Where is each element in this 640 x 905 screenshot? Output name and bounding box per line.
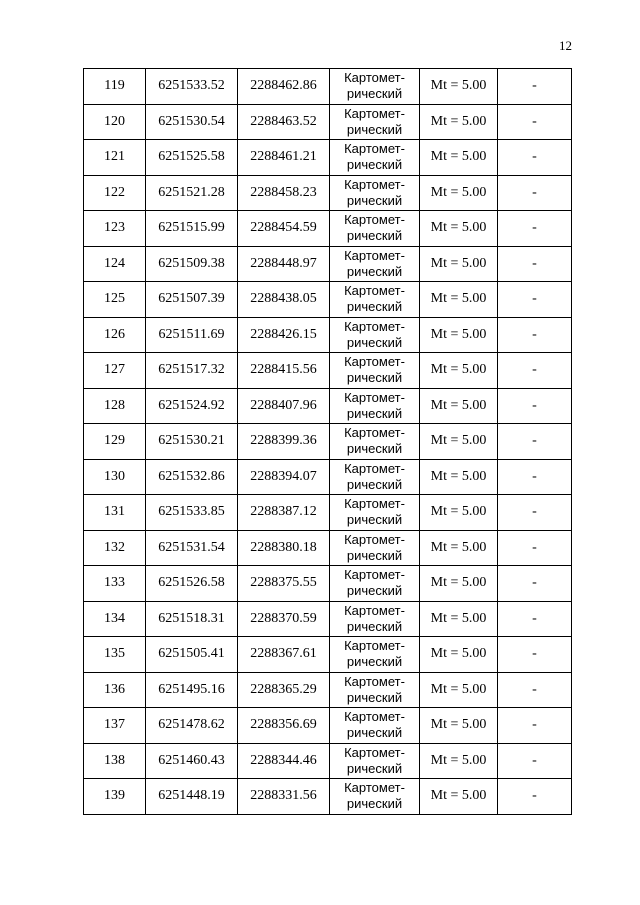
- method-line-2: рический: [346, 618, 403, 634]
- point-number-cell: 122: [84, 175, 146, 211]
- method-text: [344, 461, 405, 493]
- method-cell: [330, 743, 420, 779]
- method-text: [344, 106, 405, 138]
- method-text: [344, 638, 405, 670]
- method-line-1: Картомет-: [344, 567, 405, 583]
- note-cell: -: [498, 388, 572, 424]
- method-text: [344, 603, 405, 635]
- y-coordinate-cell: 2288387.12: [238, 495, 330, 531]
- note-cell: -: [498, 566, 572, 602]
- method-line-2: рический: [346, 370, 403, 386]
- note-cell: -: [498, 672, 572, 708]
- note-cell: -: [498, 104, 572, 140]
- accuracy-cell: Mt = 5.00: [420, 495, 498, 531]
- method-line-2: рический: [346, 725, 403, 741]
- note-cell: -: [498, 495, 572, 531]
- method-line-1: Картомет-: [344, 638, 405, 654]
- method-text: [344, 283, 405, 315]
- accuracy-cell: Mt = 5.00: [420, 140, 498, 176]
- method-cell: [330, 672, 420, 708]
- method-line-2: рический: [346, 583, 403, 599]
- x-coordinate-cell: 6251511.69: [146, 317, 238, 353]
- method-cell: [330, 459, 420, 495]
- method-text: [344, 496, 405, 528]
- method-cell: [330, 69, 420, 105]
- table-row: [84, 69, 572, 105]
- accuracy-cell: Mt = 5.00: [420, 388, 498, 424]
- method-cell: [330, 211, 420, 247]
- method-line-1: Картомет-: [344, 141, 405, 157]
- method-line-2: рический: [346, 405, 403, 421]
- note-cell: -: [498, 530, 572, 566]
- method-line-2: рический: [346, 654, 403, 670]
- point-number-cell: 136: [84, 672, 146, 708]
- point-number-cell: 138: [84, 743, 146, 779]
- method-cell: [330, 282, 420, 318]
- x-coordinate-cell: 6251530.21: [146, 424, 238, 460]
- point-number-cell: 139: [84, 779, 146, 815]
- table-row: [84, 175, 572, 211]
- accuracy-cell: Mt = 5.00: [420, 779, 498, 815]
- table-row: [84, 743, 572, 779]
- table-row: [84, 246, 572, 282]
- note-cell: -: [498, 69, 572, 105]
- accuracy-cell: Mt = 5.00: [420, 175, 498, 211]
- point-number-cell: 125: [84, 282, 146, 318]
- accuracy-cell: Mt = 5.00: [420, 459, 498, 495]
- y-coordinate-cell: 2288462.86: [238, 69, 330, 105]
- table-row: [84, 353, 572, 389]
- method-line-1: Картомет-: [344, 212, 405, 228]
- x-coordinate-cell: 6251524.92: [146, 388, 238, 424]
- method-line-1: Картомет-: [344, 70, 405, 86]
- x-coordinate-cell: 6251460.43: [146, 743, 238, 779]
- method-cell: [330, 175, 420, 211]
- method-line-1: Картомет-: [344, 176, 405, 192]
- page-number: 12: [559, 38, 572, 53]
- point-number-cell: 130: [84, 459, 146, 495]
- accuracy-cell: Mt = 5.00: [420, 672, 498, 708]
- method-line-2: рический: [346, 192, 403, 208]
- point-number-cell: 128: [84, 388, 146, 424]
- method-cell: [330, 495, 420, 531]
- point-number-cell: 132: [84, 530, 146, 566]
- y-coordinate-cell: 2288331.56: [238, 779, 330, 815]
- table-row: [84, 495, 572, 531]
- x-coordinate-cell: 6251507.39: [146, 282, 238, 318]
- method-text: [344, 709, 405, 741]
- accuracy-cell: Mt = 5.00: [420, 743, 498, 779]
- accuracy-cell: Mt = 5.00: [420, 530, 498, 566]
- method-text: [344, 390, 405, 422]
- method-line-1: Картомет-: [344, 673, 405, 689]
- y-coordinate-cell: 2288375.55: [238, 566, 330, 602]
- note-cell: -: [498, 246, 572, 282]
- point-number-cell: 137: [84, 708, 146, 744]
- method-line-1: Картомет-: [344, 496, 405, 512]
- method-line-1: Картомет-: [344, 318, 405, 334]
- table-row: [84, 211, 572, 247]
- table-row: [84, 459, 572, 495]
- method-line-2: рический: [346, 334, 403, 350]
- point-number-cell: 121: [84, 140, 146, 176]
- point-number-cell: 135: [84, 637, 146, 673]
- table-row: [84, 530, 572, 566]
- accuracy-cell: Mt = 5.00: [420, 317, 498, 353]
- accuracy-cell: Mt = 5.00: [420, 246, 498, 282]
- table-row: [84, 566, 572, 602]
- method-text: [344, 177, 405, 209]
- x-coordinate-cell: 6251530.54: [146, 104, 238, 140]
- point-number-cell: 133: [84, 566, 146, 602]
- table-row: [84, 779, 572, 815]
- y-coordinate-cell: 2288394.07: [238, 459, 330, 495]
- note-cell: -: [498, 211, 572, 247]
- method-line-1: Картомет-: [344, 247, 405, 263]
- y-coordinate-cell: 2288365.29: [238, 672, 330, 708]
- point-number-cell: 134: [84, 601, 146, 637]
- y-coordinate-cell: 2288463.52: [238, 104, 330, 140]
- method-line-2: рический: [346, 228, 403, 244]
- method-text: [344, 567, 405, 599]
- coordinates-table: [83, 68, 572, 815]
- method-line-1: Картомет-: [344, 602, 405, 618]
- y-coordinate-cell: 2288454.59: [238, 211, 330, 247]
- x-coordinate-cell: 6251478.62: [146, 708, 238, 744]
- note-cell: -: [498, 282, 572, 318]
- table-row: [84, 317, 572, 353]
- accuracy-cell: Mt = 5.00: [420, 104, 498, 140]
- x-coordinate-cell: 6251515.99: [146, 211, 238, 247]
- method-line-1: Картомет-: [344, 425, 405, 441]
- x-coordinate-cell: 6251505.41: [146, 637, 238, 673]
- x-coordinate-cell: 6251532.86: [146, 459, 238, 495]
- method-line-2: рический: [346, 441, 403, 457]
- method-text: [344, 745, 405, 777]
- note-cell: -: [498, 743, 572, 779]
- accuracy-cell: Mt = 5.00: [420, 637, 498, 673]
- point-number-cell: 131: [84, 495, 146, 531]
- table-row: [84, 104, 572, 140]
- x-coordinate-cell: 6251533.52: [146, 69, 238, 105]
- method-line-1: Картомет-: [344, 460, 405, 476]
- method-text: [344, 319, 405, 351]
- method-cell: [330, 317, 420, 353]
- method-line-2: рический: [346, 157, 403, 173]
- method-line-2: рический: [346, 86, 403, 102]
- method-line-1: Картомет-: [344, 283, 405, 299]
- method-cell: [330, 140, 420, 176]
- method-text: [344, 212, 405, 244]
- table-row: [84, 282, 572, 318]
- method-cell: [330, 601, 420, 637]
- point-number-cell: 124: [84, 246, 146, 282]
- x-coordinate-cell: 6251518.31: [146, 601, 238, 637]
- method-line-1: Картомет-: [344, 744, 405, 760]
- x-coordinate-cell: 6251531.54: [146, 530, 238, 566]
- point-number-cell: 120: [84, 104, 146, 140]
- x-coordinate-cell: 6251525.58: [146, 140, 238, 176]
- y-coordinate-cell: 2288344.46: [238, 743, 330, 779]
- method-text: [344, 70, 405, 102]
- x-coordinate-cell: 6251495.16: [146, 672, 238, 708]
- note-cell: -: [498, 779, 572, 815]
- note-cell: -: [498, 601, 572, 637]
- note-cell: -: [498, 708, 572, 744]
- method-cell: [330, 530, 420, 566]
- method-line-1: Картомет-: [344, 709, 405, 725]
- note-cell: -: [498, 637, 572, 673]
- method-line-2: рический: [346, 547, 403, 563]
- method-cell: [330, 246, 420, 282]
- accuracy-cell: Mt = 5.00: [420, 708, 498, 744]
- note-cell: -: [498, 353, 572, 389]
- y-coordinate-cell: 2288458.23: [238, 175, 330, 211]
- y-coordinate-cell: 2288367.61: [238, 637, 330, 673]
- y-coordinate-cell: 2288448.97: [238, 246, 330, 282]
- point-number-cell: 127: [84, 353, 146, 389]
- x-coordinate-cell: 6251509.38: [146, 246, 238, 282]
- note-cell: -: [498, 140, 572, 176]
- method-text: [344, 532, 405, 564]
- method-line-2: рический: [346, 476, 403, 492]
- method-line-2: рический: [346, 512, 403, 528]
- method-cell: [330, 779, 420, 815]
- y-coordinate-cell: 2288407.96: [238, 388, 330, 424]
- y-coordinate-cell: 2288438.05: [238, 282, 330, 318]
- method-cell: [330, 566, 420, 602]
- method-line-1: Картомет-: [344, 531, 405, 547]
- table-row: [84, 388, 572, 424]
- method-line-1: Картомет-: [344, 105, 405, 121]
- y-coordinate-cell: 2288461.21: [238, 140, 330, 176]
- y-coordinate-cell: 2288415.56: [238, 353, 330, 389]
- point-number-cell: 129: [84, 424, 146, 460]
- accuracy-cell: Mt = 5.00: [420, 353, 498, 389]
- method-text: [344, 141, 405, 173]
- note-cell: -: [498, 175, 572, 211]
- table-row: [84, 708, 572, 744]
- method-line-1: Картомет-: [344, 389, 405, 405]
- method-text: [344, 425, 405, 457]
- method-cell: [330, 708, 420, 744]
- method-line-1: Картомет-: [344, 780, 405, 796]
- method-line-1: Картомет-: [344, 354, 405, 370]
- x-coordinate-cell: 6251448.19: [146, 779, 238, 815]
- x-coordinate-cell: 6251526.58: [146, 566, 238, 602]
- method-cell: [330, 104, 420, 140]
- method-cell: [330, 424, 420, 460]
- accuracy-cell: Mt = 5.00: [420, 69, 498, 105]
- x-coordinate-cell: 6251533.85: [146, 495, 238, 531]
- y-coordinate-cell: 2288426.15: [238, 317, 330, 353]
- y-coordinate-cell: 2288370.59: [238, 601, 330, 637]
- table-row: [84, 140, 572, 176]
- point-number-cell: 126: [84, 317, 146, 353]
- x-coordinate-cell: 6251521.28: [146, 175, 238, 211]
- method-cell: [330, 637, 420, 673]
- method-text: [344, 248, 405, 280]
- table-row: [84, 601, 572, 637]
- method-line-2: рический: [346, 121, 403, 137]
- accuracy-cell: Mt = 5.00: [420, 566, 498, 602]
- method-line-2: рический: [346, 760, 403, 776]
- accuracy-cell: Mt = 5.00: [420, 424, 498, 460]
- method-line-2: рический: [346, 796, 403, 812]
- method-cell: [330, 353, 420, 389]
- y-coordinate-cell: 2288356.69: [238, 708, 330, 744]
- table-row: [84, 424, 572, 460]
- accuracy-cell: Mt = 5.00: [420, 211, 498, 247]
- accuracy-cell: Mt = 5.00: [420, 601, 498, 637]
- y-coordinate-cell: 2288399.36: [238, 424, 330, 460]
- method-text: [344, 780, 405, 812]
- method-text: [344, 354, 405, 386]
- note-cell: -: [498, 424, 572, 460]
- method-line-2: рический: [346, 689, 403, 705]
- coordinates-table-body: [84, 69, 572, 815]
- table-row: [84, 637, 572, 673]
- note-cell: -: [498, 317, 572, 353]
- accuracy-cell: Mt = 5.00: [420, 282, 498, 318]
- method-line-2: рический: [346, 263, 403, 279]
- table-row: [84, 672, 572, 708]
- point-number-cell: 119: [84, 69, 146, 105]
- y-coordinate-cell: 2288380.18: [238, 530, 330, 566]
- note-cell: -: [498, 459, 572, 495]
- method-line-2: рический: [346, 299, 403, 315]
- method-cell: [330, 388, 420, 424]
- point-number-cell: 123: [84, 211, 146, 247]
- x-coordinate-cell: 6251517.32: [146, 353, 238, 389]
- method-text: [344, 674, 405, 706]
